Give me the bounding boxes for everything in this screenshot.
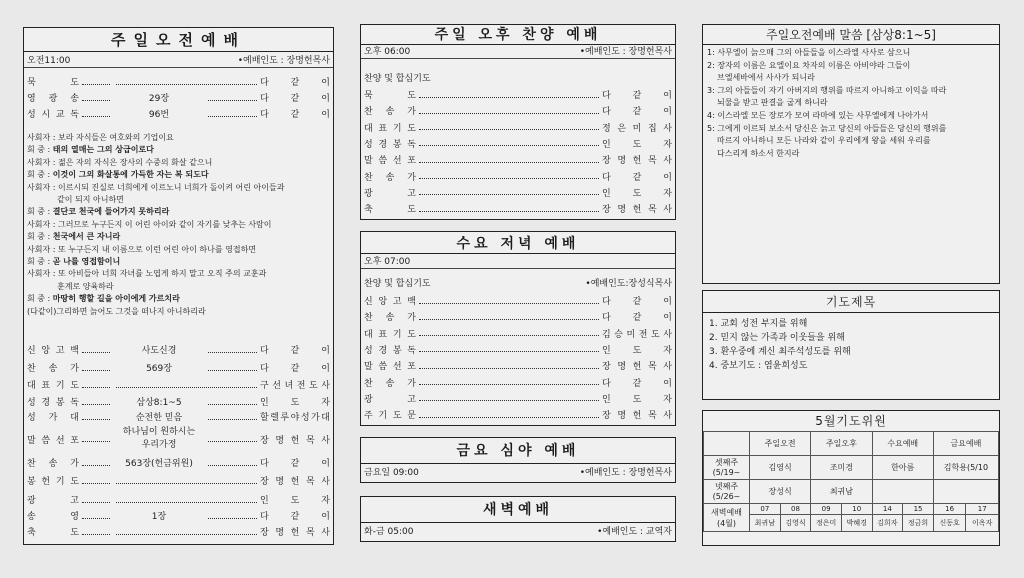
afternoon-order-label: 찬 송 가	[364, 107, 416, 118]
wednesday-service-header	[361, 255, 675, 269]
dawn-name: 정금희	[903, 515, 934, 532]
scripture-line: 4: 이스라엘 모든 장로가 모여 라마에 있는 사무엘에게 나아가서	[707, 110, 929, 120]
dawn-name: 김영식	[780, 515, 811, 532]
wednesday-order-responder: 인 도 자	[602, 394, 672, 405]
schedule-week-label: 넷째주	[714, 481, 739, 491]
dawn-prayer-month: (4월)	[716, 518, 737, 528]
responsive-line: (다같이)그리하면 늙어도 그것을 떠나지 아니하리라	[27, 306, 206, 316]
schedule-box	[702, 410, 1000, 546]
responsive-line: 같이 되지 아니하면	[57, 195, 124, 205]
wednesday-order-row	[364, 377, 672, 388]
afternoon-time: 오후 06:00	[364, 47, 411, 57]
afternoon-order-responder: 장 명 헌 목 사	[602, 205, 672, 216]
prayer-item: 4. 중보기도 : 염윤희성도	[709, 361, 808, 371]
schedule-week	[704, 480, 750, 504]
responsive-line: 회 중 : 결단코 천국에 들어가지 못하리라	[27, 207, 170, 217]
responsive-line: 훈계로 양육하라	[57, 281, 114, 291]
morning-order-responder: 장 명 헌 목 사	[260, 477, 330, 487]
afternoon-order-responder: 인 도 자	[602, 139, 672, 150]
morning-order-item: 96번	[148, 110, 170, 120]
afternoon-order-label: 축 도	[364, 205, 416, 216]
morning-order-label: 송 영	[27, 512, 79, 522]
friday-service-header	[361, 464, 675, 482]
morning-order-item: 1장	[151, 512, 167, 522]
dawn-service-header	[361, 523, 675, 541]
morning-order-row	[27, 457, 330, 468]
responsive-line: 회 중 : 곧 나를 영접함이니	[27, 257, 121, 267]
morning-order-row	[27, 344, 330, 355]
afternoon-order-row	[364, 154, 672, 165]
afternoon-leader: •예배인도 : 장명헌목사	[579, 47, 672, 57]
schedule-cell: 김학용(5/10	[933, 456, 998, 480]
morning-order-row	[27, 379, 330, 390]
responsive-line: 사회자 : 그러므로 누구든지 이 어린 아이와 같이 자기를 낮추는 사람이	[27, 219, 272, 229]
afternoon-order-responder: 다 같 이	[602, 91, 672, 101]
morning-order-item: 563장(헌금위원)	[125, 459, 193, 469]
morning-order-responder: 다 같 이	[260, 110, 330, 120]
wednesday-order-responder: 김 승 미 전 도 사	[602, 329, 672, 340]
schedule-header: 주일오후	[811, 432, 872, 456]
morning-order-responder: 다 같 이	[260, 459, 330, 469]
dawn-day: 09	[811, 504, 842, 515]
dawn-day: 17	[966, 504, 999, 515]
morning-order-label: 묵 도	[27, 78, 79, 88]
wednesday-order-responder: 다 같 이	[602, 378, 672, 389]
dawn-day: 15	[903, 504, 934, 515]
dawn-name: 박혜경	[841, 515, 872, 532]
dawn-name: 최귀남	[750, 515, 781, 532]
wednesday-order-row	[364, 393, 672, 404]
morning-order-row	[27, 108, 330, 119]
wednesday-intro: 찬양 및 합심기도	[364, 279, 431, 289]
schedule-header: 금요예배	[933, 432, 998, 456]
morning-order-responder: 할 렐 루 야 성 가 대	[260, 413, 330, 423]
morning-responsive-reading	[27, 132, 330, 318]
dawn-service-box	[360, 496, 676, 542]
morning-leader: •예배인도 : 장명헌목사	[237, 56, 330, 66]
responsive-line: 사회자 : 또 아비들아 너희 자녀를 노엽게 하지 말고 오직 주의 교훈과	[27, 269, 267, 279]
dawn-leader: •예배인도 : 교역자	[597, 527, 672, 537]
afternoon-service-header	[361, 45, 675, 59]
schedule-header	[704, 432, 750, 456]
wednesday-order-responder: 장 명 헌 목 사	[602, 411, 672, 422]
afternoon-order-responder: 다 같 이	[602, 107, 672, 118]
schedule-table	[703, 431, 999, 532]
dawn-name: 정은미	[811, 515, 842, 532]
schedule-title: 5월기도위원	[815, 414, 887, 428]
schedule-cell: 장성식	[750, 480, 811, 504]
afternoon-order-label: 묵 도	[364, 91, 416, 101]
sermon-box	[702, 24, 1000, 284]
wednesday-order-responder: 인 도 자	[602, 345, 672, 356]
prayer-title: 기도제목	[703, 291, 999, 313]
morning-order-label: 말 씀 선 포	[27, 435, 79, 446]
morning-service-header	[24, 54, 333, 68]
wednesday-order-label: 찬 송 가	[364, 313, 416, 324]
wednesday-order-row	[364, 295, 672, 306]
morning-order-responder: 다 같 이	[260, 512, 330, 522]
afternoon-order-row	[364, 187, 672, 198]
schedule-cell	[872, 480, 933, 504]
afternoon-order-label: 찬 송 가	[364, 172, 416, 183]
morning-order-label: 성 시 교 독	[27, 110, 79, 120]
dawn-service-title: 새벽예배	[361, 497, 675, 523]
schedule-cell: 최귀남	[811, 480, 872, 504]
wednesday-order-responder: 장 명 헌 목 사	[602, 362, 672, 373]
morning-order-responder: 장 명 헌 목 사	[260, 435, 330, 446]
morning-order-responder: 장 명 헌 목 사	[260, 528, 330, 538]
afternoon-service-title: 주일 오후 찬양 예배	[361, 25, 675, 45]
morning-order-item: 순전한 믿음	[135, 413, 183, 423]
afternoon-order-row	[364, 203, 672, 214]
wednesday-order-row	[364, 328, 672, 339]
morning-order-label: 찬 송 가	[27, 459, 79, 469]
responsive-line: 사회자 : 보라 자식들은 여호와의 기업이요	[27, 133, 174, 142]
scripture-line: 3: 그의 아들들이 자기 아버지의 행위를 따르지 아니하고 이익을 따라	[707, 85, 947, 95]
morning-order-label: 대 표 기 도	[27, 381, 79, 391]
dawn-day: 14	[872, 504, 903, 515]
schedule-cell: 조미경	[811, 456, 872, 480]
schedule-header: 주일오전	[750, 432, 811, 456]
schedule-week-dates: (5/26~	[712, 491, 741, 501]
morning-order-row	[27, 411, 330, 422]
dawn-time: 화-금 05:00	[364, 527, 414, 537]
schedule-cell: 한아름	[872, 456, 933, 480]
afternoon-order-responder: 다 같 이	[602, 172, 672, 183]
morning-order-responder: 인 도 자	[260, 496, 330, 506]
morning-service-title: 주일오전예배	[24, 28, 333, 52]
scripture-line: 뇌물을 받고 판결을 굽게 하니라	[717, 98, 828, 108]
afternoon-order-row	[364, 122, 672, 133]
afternoon-order-label: 광 고	[364, 188, 416, 199]
schedule-cell: 김영식	[750, 456, 811, 480]
afternoon-order-row	[364, 171, 672, 182]
dawn-name: 신동호	[933, 515, 966, 532]
prayer-item: 3. 환우중에 계신 최주석성도를 위해	[709, 347, 851, 357]
dawn-day: 08	[780, 504, 811, 515]
scripture-line: 5: 그에게 이르되 보소서 당신은 늙고 당신의 아들들은 당신의 행위를	[707, 123, 947, 133]
dawn-prayer-label	[704, 504, 750, 532]
morning-order-responder: 다 같 이	[260, 346, 330, 356]
dawn-name: 이옥자	[966, 515, 999, 532]
afternoon-intro: 찬양 및 합심기도	[364, 74, 431, 84]
morning-order-row	[27, 526, 330, 537]
afternoon-order-responder: 인 도 자	[602, 188, 672, 199]
morning-order-responder: 다 같 이	[260, 364, 330, 374]
friday-time: 금요일 09:00	[364, 468, 419, 478]
morning-order-label: 광 고	[27, 496, 79, 506]
prayer-box	[702, 290, 1000, 400]
schedule-header: 수요예배	[872, 432, 933, 456]
scripture-line: 다스리게 하소서 한지라	[717, 148, 800, 158]
morning-order-item: 29장	[148, 94, 170, 104]
morning-order-row	[27, 396, 330, 407]
morning-order-responder: 다 같 이	[260, 94, 330, 104]
responsive-line: 사회자 : 또 누구든지 내 이름으로 이런 어린 아이 하나를 영접하면	[27, 244, 257, 254]
afternoon-order-label: 성 경 봉 독	[364, 139, 416, 150]
prayer-item: 2. 믿지 않는 가족과 이웃들을 위해	[709, 333, 845, 343]
friday-service-title: 금요 심야 예배	[361, 438, 675, 464]
responsive-line: 회 중 : 천국에서 큰 자니라	[27, 232, 121, 242]
sermon-title: 주일오전예배 말씀 [삼상8:1~5]	[703, 25, 999, 45]
morning-order-label: 신 앙 고 백	[27, 346, 79, 356]
dawn-day: 10	[841, 504, 872, 515]
responsive-line: 회 중 : 태의 열매는 그의 상급이로다	[27, 145, 154, 155]
morning-order-row	[27, 475, 330, 486]
afternoon-order-label: 대 표 기 도	[364, 123, 416, 134]
prayer-item: 1. 교회 성전 부지를 위해	[709, 319, 808, 329]
responsive-line: 회 중 : 이것이 그의 화살통에 가득한 자는 복 되도다	[27, 170, 209, 180]
prayer-list	[709, 317, 995, 373]
dawn-day: 16	[933, 504, 966, 515]
morning-order-item: 사도신경	[141, 346, 177, 356]
morning-order-row	[27, 510, 330, 521]
schedule-week-label: 셋째주	[714, 457, 739, 467]
responsive-line: 사회자 : 이르시되 진실로 너희에게 이르노니 너희가 돌이켜 어린 아이들과	[27, 182, 285, 192]
afternoon-order-row	[364, 138, 672, 149]
morning-order-item: 569장	[146, 364, 172, 374]
morning-order-row	[27, 92, 330, 103]
wednesday-order-row	[364, 409, 672, 420]
afternoon-order-responder: 정 은 미 집 사	[602, 123, 672, 134]
wednesday-order-label: 신 앙 고 백	[364, 297, 416, 307]
afternoon-order-responder: 장 명 헌 목 사	[602, 156, 672, 167]
wednesday-order-row	[364, 344, 672, 355]
wednesday-order-label: 광 고	[364, 394, 416, 405]
morning-order-label: 영 광 송	[27, 94, 79, 104]
responsive-line: 회 중 : 마땅히 행할 길을 아이에게 가르치라	[27, 294, 180, 304]
wednesday-intro-row	[364, 278, 672, 290]
morning-order-row	[27, 76, 330, 87]
scripture-line: 2: 장자의 이름은 요엘이요 차자의 이름은 아비야라 그들이	[707, 60, 911, 70]
afternoon-order-row	[364, 105, 672, 116]
morning-order-row	[27, 494, 330, 505]
schedule-week	[704, 456, 750, 480]
wednesday-order-responder: 다 같 이	[602, 297, 672, 307]
afternoon-service-box	[360, 24, 676, 220]
wednesday-time: 오후 07:00	[364, 257, 411, 267]
wednesday-order-label: 말 씀 선 포	[364, 362, 416, 373]
wednesday-leader: •예배인도:장성식목사	[585, 279, 672, 289]
morning-order-row	[27, 362, 330, 373]
morning-service-box	[23, 27, 334, 545]
wednesday-order-label: 찬 송 가	[364, 378, 416, 389]
wednesday-order-row	[364, 311, 672, 322]
sermon-scripture	[707, 47, 995, 160]
morning-order-label: 봉 헌 기 도	[27, 477, 79, 487]
schedule-week-dates: (5/19~	[712, 467, 741, 477]
wednesday-order-responder: 다 같 이	[602, 313, 672, 324]
morning-order-row	[27, 426, 330, 452]
morning-order-item: 삼상8:1~5	[136, 398, 182, 408]
friday-service-box	[360, 437, 676, 483]
dawn-name: 김희자	[872, 515, 903, 532]
wednesday-order-label: 주 기 도 문	[364, 411, 416, 422]
responsive-line: 사회자 : 젊은 자의 자식은 장사의 수중의 화살 같으니	[27, 157, 213, 167]
scripture-line: 따르지 아니하니 모든 나라와 같이 우리에게 왕을 세워 우리를	[717, 136, 931, 146]
morning-order-responder: 구 선 녀 전 도 사	[260, 381, 330, 391]
afternoon-order-label: 말 씀 선 포	[364, 156, 416, 167]
morning-order-label: 성 경 봉 독	[27, 398, 79, 408]
morning-order-label: 축 도	[27, 528, 79, 538]
morning-order-label: 찬 송 가	[27, 364, 79, 374]
morning-order-responder: 다 같 이	[260, 78, 330, 88]
friday-leader: •예배인도 : 장명헌목사	[579, 468, 672, 478]
scripture-line: 1: 사무엘이 늙으매 그의 아들들을 이스라엘 사사로 삼으니	[707, 48, 911, 57]
morning-time: 오전11:00	[27, 56, 71, 66]
wednesday-order-row	[364, 360, 672, 371]
schedule-cell	[933, 480, 998, 504]
scripture-line: 브엘세바에서 사사가 되니라	[717, 73, 815, 83]
dawn-day: 07	[750, 504, 781, 515]
wednesday-order-label: 대 표 기 도	[364, 329, 416, 340]
wednesday-service-title: 수요 저녁 예배	[361, 234, 675, 254]
wednesday-order-label: 성 경 봉 독	[364, 345, 416, 356]
dawn-prayer-title: 새벽예배	[711, 507, 742, 517]
morning-order-label: 성 가 대	[27, 413, 79, 423]
afternoon-order-row	[364, 89, 672, 100]
wednesday-service-box	[360, 231, 676, 426]
morning-order-responder: 인 도 자	[260, 398, 330, 408]
morning-order-item: 하나님이 원하시는 우리가정	[122, 427, 196, 450]
